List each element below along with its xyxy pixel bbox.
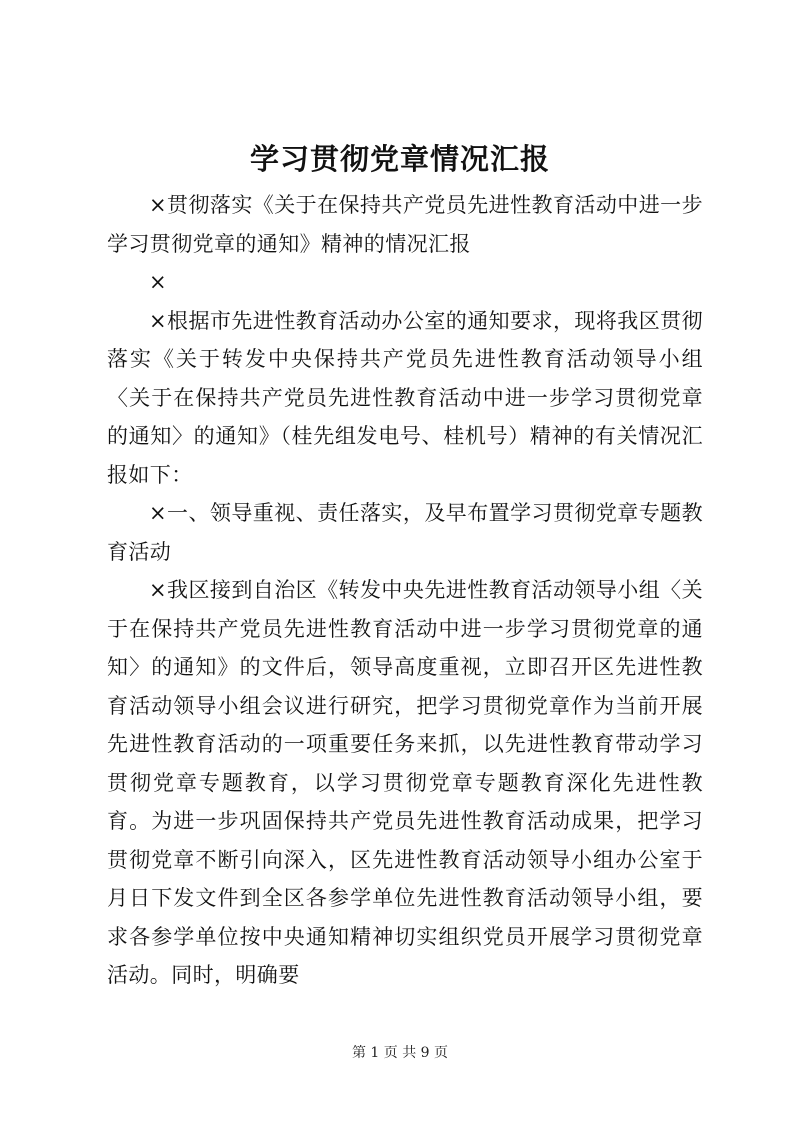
paragraph-section-1-body: ×我区接到自治区《转发中央先进性教育活动领导小组〈关于在保持共产党员先进性教育活动中进一步学习贯彻党章的通知〉的通知》的文件后，领导高度重视，立即召开区先进性教育活动领导小组会议进行研究，把学习贯彻党章作为当前开展先进性教育活动的一项重要任务来抓，以先进性教育带动学习贯彻党章专题教育，以学习贯彻党章专题教育深化先进性教育。为进一步巩固保持共产党员先进性教育活动成果，把学习贯彻党章不断引向深入，区先进性教育活动领导小组办公室于月日下发文件到全区各参学单位先进性教育活动领导小组，要求各参学单位按中央通知精神切实组织党员开展学习贯彻党章活动。同时，明确要 [107,578,703,987]
paragraph-section-heading-1: ×一、领导重视、责任落实，及早布置学习贯彻党章专题教育活动 [107,501,703,564]
document-body [107,186,703,995]
document-title: 学习贯彻党章情况汇报 [249,142,550,176]
paragraph-intro: ×根据市先进性教育活动办公室的通知要求，现将我区贯彻落实《关于转发中央保持共产党员先进性教育活动领导小组〈关于在保持共产党员先进性教育活动中进一步学习贯彻党章的通知〉的通知》（桂先组发电号、桂机号）精神的有关情况汇报如下： [107,308,703,487]
paragraph-heading-notice: ×贯彻落实《关于在保持共产党员先进性教育活动中进一步学习贯彻党章的通知》精神的情况汇报 [107,193,703,256]
page-number-footer: 第 1 页 共 9 页 [351,1045,449,1061]
paragraph-marker: × [149,270,167,294]
